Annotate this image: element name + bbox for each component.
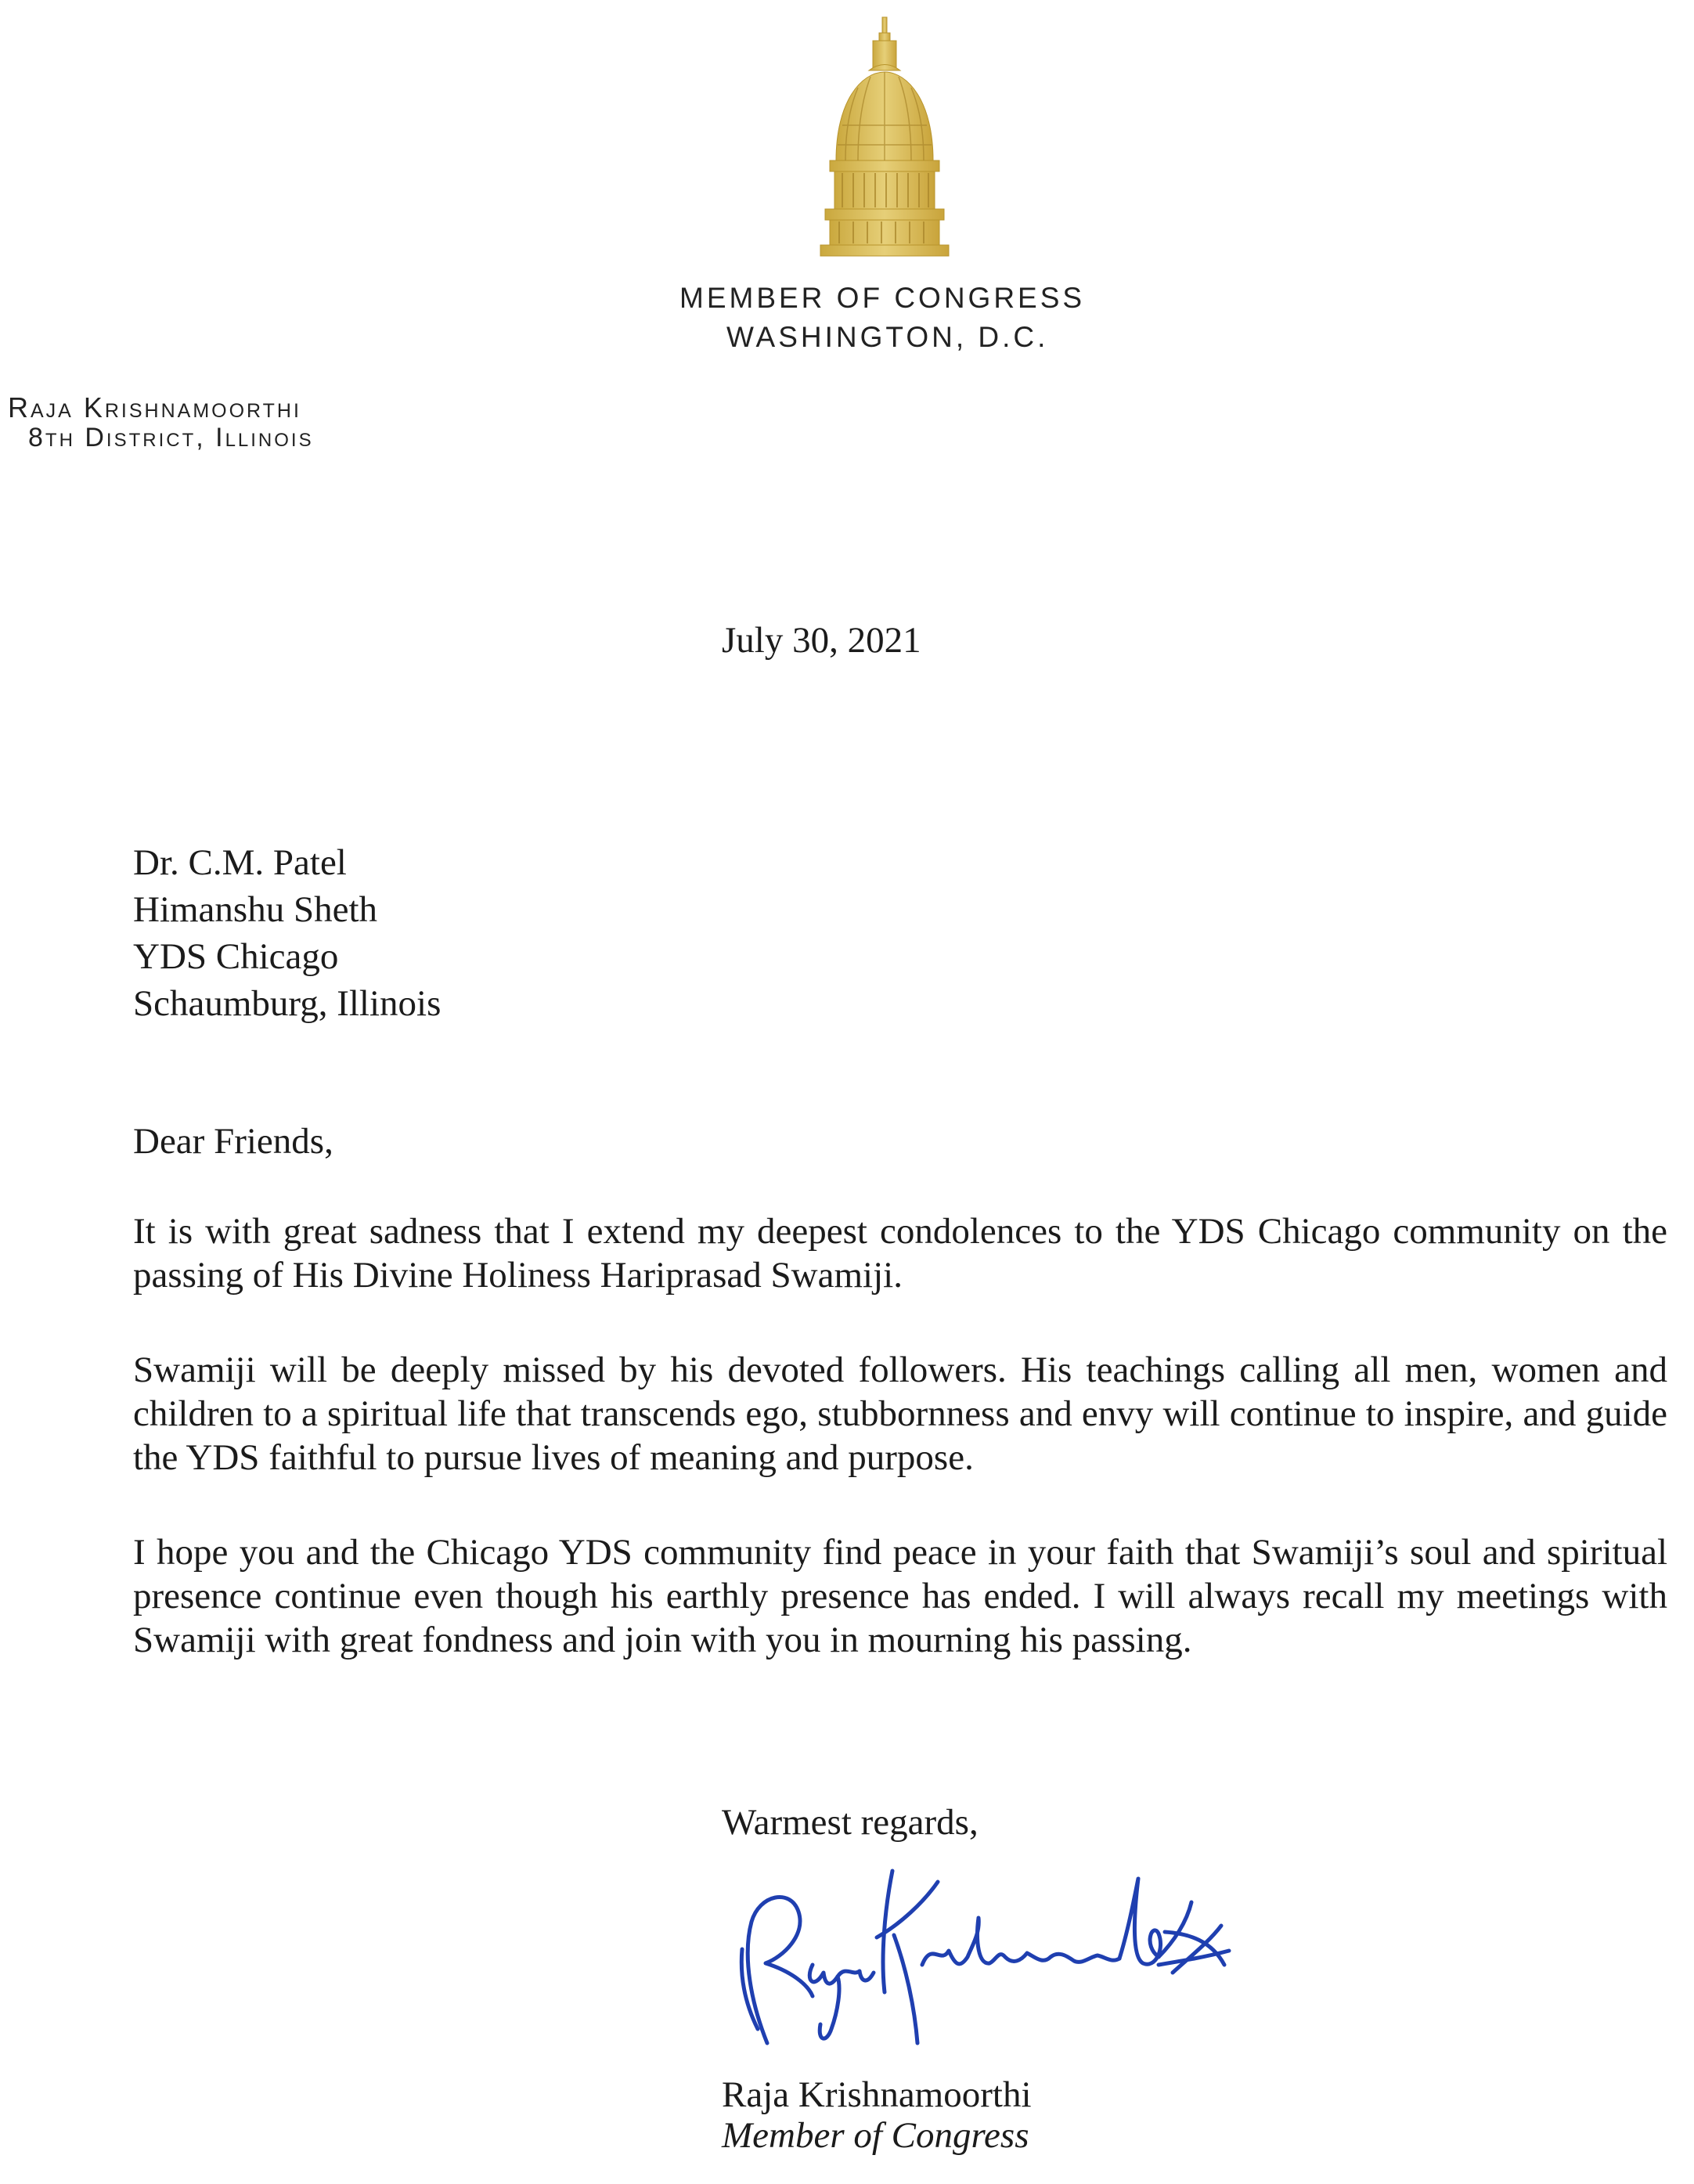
letterhead-title: MEMBER OF CONGRESS (679, 282, 1086, 314)
recipient-address (133, 839, 441, 1027)
letterhead-location: WASHINGTON, D.C. (726, 321, 1049, 353)
capitol-dome-icon (806, 16, 963, 262)
signer-title: Member of Congress (722, 2115, 1029, 2156)
body-paragraph: Swamiji will be deeply missed by his devoted followers. His teachings calling all men, women and children to a spiritual life that transcends ego, stubbornness and envy will continue to inspire, and guide the YDS faithful to pursue lives of meaning and purpose. (133, 1350, 1667, 1478)
recipient-line: Dr. C.M. Patel (133, 842, 347, 883)
recipient-line: Schaumburg, Illinois (133, 983, 442, 1024)
signature-icon (720, 1847, 1237, 2051)
body-paragraph: I hope you and the Chicago YDS community find peace in your faith that Swamiji’s soul and spiritual presence continue even though his earthly presence has ended. I will always recall my meetings with Swamiji with great fondness and join with you in mourning his passing. (133, 1532, 1667, 1660)
member-name: Raja Krishnamoorthi (8, 391, 301, 423)
recipient-line: YDS Chicago (133, 936, 339, 977)
letter-date: July 30, 2021 (722, 620, 921, 661)
signer-name: Raja Krishnamoorthi (722, 2074, 1032, 2115)
salutation: Dear Friends, (133, 1121, 333, 1162)
body-paragraph: It is with great sadness that I extend my deepest condolences to the YDS Chicago community on the passing of His Divine Holiness Hariprasad Swamiji. (133, 1211, 1667, 1296)
closing: Warmest regards, (722, 1802, 979, 1843)
recipient-line: Himanshu Sheth (133, 889, 378, 930)
member-district: 8th District, Illinois (28, 423, 314, 452)
